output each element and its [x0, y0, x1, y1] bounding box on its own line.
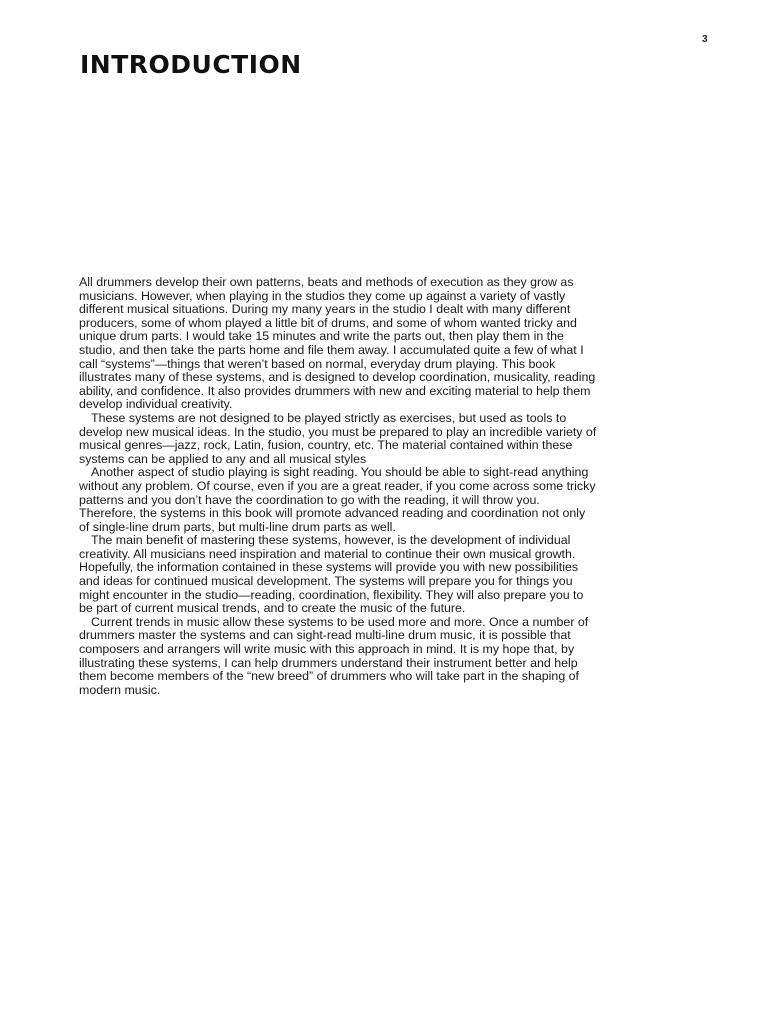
paragraph-2: These systems are not designed to be played strictly as exercises, but used as tools to develop new musical ideas. In the studio, you must be prepared to play an incredible variety of musical genres—jazz, rock, Latin, fusion, country, etc. The material contained within these systems can be applied to any and all musical styles — [79, 410, 597, 466]
page-number: 3 — [702, 34, 708, 45]
paragraph-3: Another aspect of studio playing is sight reading. You should be able to sight-read anything without any problem. Of course, even if you are a great reader, if you come across some tricky patterns and you don’t have the coordination to go with the reading, it will throw you. Therefore, the systems in this book will promote advanced reading and coordination not only of single-line drum parts, but multi-line drum parts as well. — [79, 465, 596, 534]
body-text — [79, 276, 599, 697]
paragraph-1: All drummers develop their own patterns, beats and methods of execution as they grow as musicians. However, when playing in the studios they come up against a variety of vastly different musical situations. During my many years in the studio I dealt with many different producers, some of whom played a little bit of drums, and some of whom wanted tricky and unique drum parts. I would take 15 minutes and write the parts out, then play them in the studio, and then take the parts home and file them away. I accumulated quite a few of what I call “systems”—things that weren’t based on normal, everyday drum playing. This book illustrates many of these systems, and is designed to develop coordination, musicality, reading ability, and confidence. It also provides drummers with new and exciting material to help them develop individual creativity. — [79, 275, 596, 412]
paragraph-4: The main benefit of mastering these systems, however, is the development of individual creativity. All musicians need inspiration and material to continue their own musical growth. Hopefully, the information contained in these systems will provide you with new possibilities and ideas for continued musical development. The systems will prepare you for things you might encounter in the studio—reading, coordination, flexibility. They will also prepare you to be part of current musical trends, and to create the music of the future. — [79, 533, 584, 616]
paragraph-5: Current trends in music allow these systems to be used more and more. Once a number of drummers master the systems and can sight-read multi-line drum music, it is possible that composers and arrangers will write music with this approach in mind. It is my hope that, by illustrating these systems, I can help drummers understand their instrument better and help them become members of the “new breed” of drummers who will take part in the shaping of modern music. — [79, 614, 589, 697]
page-title: INTRODUCTION — [80, 50, 302, 79]
